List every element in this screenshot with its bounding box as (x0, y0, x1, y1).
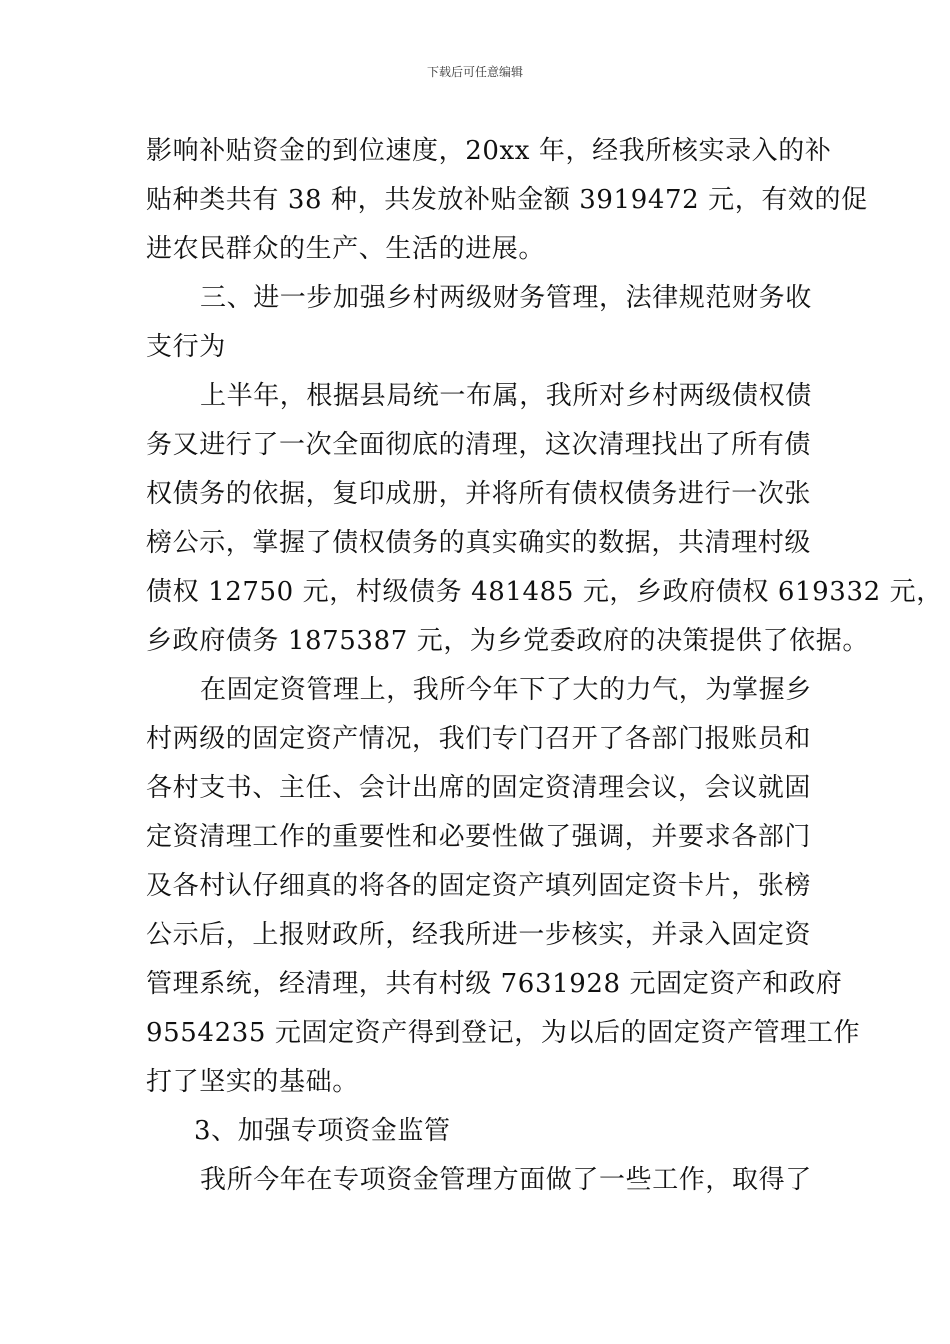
section-heading: 3、加强专项资金监管 (194, 1116, 451, 1146)
text-line: 权债务的依据，复印成册，并将所有债权债务进行一次张 (146, 479, 812, 509)
text-line: 打了坚实的基础。 (146, 1067, 359, 1097)
text-line: 上半年，根据县局统一布属，我所对乡村两级债权债 (200, 381, 812, 411)
text-line: 各村支书、主任、会计出席的固定资清理会议，会议就固 (146, 773, 812, 803)
text-line: 及各村认仔细真的将各的固定资产填列固定资卡片，张榜 (146, 871, 812, 901)
text-line: 债权 12750 元，村级债务 481485 元，乡政府债权 619332 元， (146, 577, 943, 607)
text-line: 进农民群众的生产、生活的进展。 (146, 234, 546, 264)
text-line: 榜公示，掌握了债权债务的真实确实的数据，共清理村级 (146, 528, 812, 558)
text-line: 我所今年在专项资金管理方面做了一些工作，取得了 (200, 1165, 812, 1195)
document-body (146, 127, 943, 1205)
text-line: 管理系统，经清理，共有村级 7631928 元固定资产和政府 (146, 969, 843, 999)
text-line: 务又进行了一次全面彻底的清理，这次清理找出了所有债 (146, 430, 812, 460)
text-line: 乡政府债务 1875387 元，为乡党委政府的决策提供了依据。 (146, 626, 869, 656)
page-header: 下载后可任意编辑 (426, 65, 523, 79)
section-heading: 三、进一步加强乡村两级财务管理，法律规范财务收 (200, 283, 812, 313)
text-line: 9554235 元固定资产得到登记，为以后的固定资产管理工作 (146, 1018, 861, 1048)
section-heading-continued: 支行为 (146, 332, 226, 362)
text-line: 村两级的固定资产情况，我们专门召开了各部门报账员和 (146, 724, 812, 754)
text-line: 公示后，上报财政所，经我所进一步核实，并录入固定资 (146, 920, 812, 950)
text-line: 影响补贴资金的到位速度，20xx 年，经我所核实录入的补 (146, 136, 832, 166)
text-line: 定资清理工作的重要性和必要性做了强调，并要求各部门 (146, 822, 812, 852)
text-line: 在固定资管理上，我所今年下了大的力气，为掌握乡 (200, 675, 812, 705)
text-line: 贴种类共有 38 种，共发放补贴金额 3919472 元，有效的促 (146, 185, 868, 215)
